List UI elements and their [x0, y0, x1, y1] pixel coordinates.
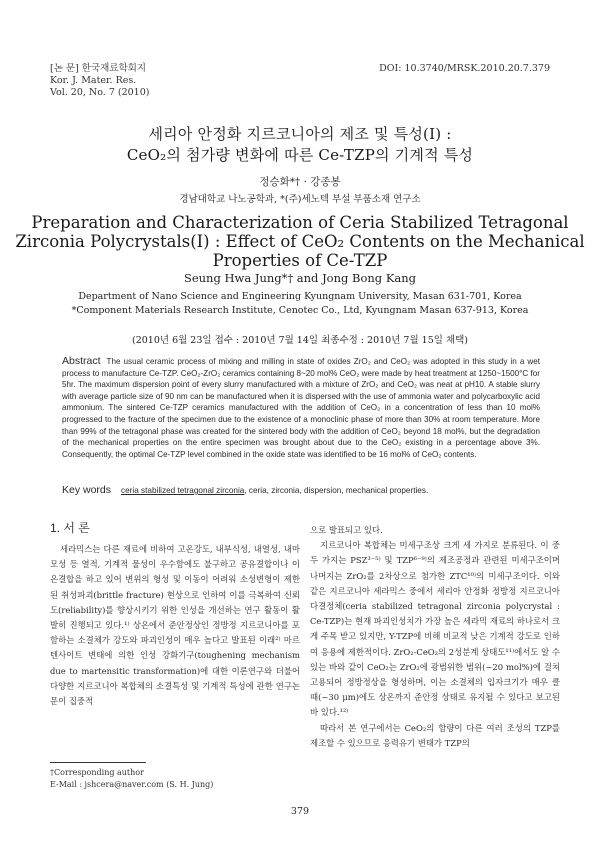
- english-affiliation-2: *Component Materials Research Institute, Cenotec Co., Ltd, Kyungnam Masan 637-913, Korea: [71, 305, 529, 316]
- paragraph: 세라믹스는 다른 재료에 비하여 고온강도, 내부식성, 내열성, 내마모성 등 열적, 기계적 물성이 우수함에도 불구하고 공유결합이나 이온결합을 하고 있어 변위의 형성 및 이동이 어려워 소성변형이 제한된 취성파괴(brittle fracture) 현상으로 인하여 이를 극복하여 신뢰도(reliability)를 향상시키기 위한 인성을 개선하는 연구 활동이 활발히 진행되고 있다.¹⁾ 상온에서 준안정상인 정방정 지르코니아를 포함하는 소결체가 강도와 파괴인성이 매우 높다고 발표된 이래²⁾ 마르텐사이트 변태에 의한 인성 강화기구(toughening mechanism due to martensitic transformation)에 대한 이론연구와 더불어 다양한 지르코니아 복합체의 소결특성 및 기계적 특성에 관한 연구논문이 집중적: [50, 544, 300, 707]
- abstract-label: Abstract: [62, 355, 101, 367]
- corresponding-author-note: †Corresponding author: [50, 768, 144, 777]
- corresponding-author-email: E-Mail : jshcera@naver.com (S. H. Jung): [50, 779, 214, 789]
- journal-header: [50, 63, 149, 99]
- journal-name-en: Kor. J. Mater. Res.: [50, 75, 137, 86]
- korean-title-line-1: 세리아 안정화 지르코니아의 제조 및 특성(I) :: [148, 125, 452, 143]
- english-title-line-2: Zirconia Polycrystals(I) : Effect of CeO₂ Contents on the Mechanical: [15, 232, 585, 251]
- english-title-line-3: Properties of Ce-TZP: [212, 251, 388, 270]
- korean-affiliation: 경남대학교 나노공학과, *(주)세노텍 부설 부품소재 연구소: [179, 194, 421, 205]
- doi: DOI: 10.3740/MRSK.2010.20.7.379: [379, 63, 550, 74]
- english-authors: Seung Hwa Jung*† and Jong Bong Kang: [183, 271, 417, 285]
- english-title-line-1: Preparation and Characterization of Ceria Stabilized Tetragonal: [31, 213, 569, 232]
- korean-authors: 정승화*† · 강종봉: [259, 176, 341, 188]
- keywords: [62, 484, 428, 496]
- korean-title-line-2: CeO₂의 첨가량 변화에 따른 Ce-TZP의 기계적 특성: [126, 146, 474, 164]
- journal-name-ko: [논 문] 한국재료학회지: [50, 63, 147, 74]
- paragraph: 따라서 본 연구에서는 CeO₂의 함량이 다른 여러 조성의 TZP를 제조할 수 있으므로 응력유기 변태가 TZP의: [310, 722, 560, 748]
- keyword-primary: ceria stabilized tetragonal zirconia: [121, 486, 245, 495]
- received-dates: (2010년 6월 23일 접수 : 2010년 7월 14일 최종수정 : 2010년 7월 15일 채택): [131, 335, 468, 346]
- section-title-introduction: 1. 서 론: [50, 521, 90, 535]
- journal-volume: Vol. 20, No. 7 (2010): [50, 87, 150, 98]
- keywords-label: Key words: [62, 484, 112, 496]
- keywords-rest: , ceria, zirconia, dispersion, mechanical properties.: [244, 486, 429, 495]
- body-column-left: [50, 518, 300, 709]
- footnote-divider: [50, 762, 146, 763]
- body-column-right: [310, 523, 560, 751]
- abstract: [62, 356, 540, 460]
- abstract-text: The usual ceramic process of mixing and milling in state of oxides ZrO₂ and CeO₂ was adopted in this study in a wet process to manufacture Ce-TZP. CeO₂-ZrO₂ ceramics containing 8~20 mol% CeO₂ were made by heat treatment at 1250~1500°C for 5hr. The maximum dispersion point of every slurry manufactured with a mixture of ZrO₂ and CeO₂ was neat at pH10. A stable slurry with average particle size of 90 nm can be manufactured when it is dispersed with the use of ammonia water and polycarboxylic acid ammonium. The sintered Ce-TZP ceramics manufactured with the addition of CeO₂ in a concentration of less than 10 mol% progressed to the fracture of the specimen due to the existence of a monoclinic phase of more than 30% at room temperature. More than 99% of the tetragonal phase was created for the sintered body with the addition of CeO₂ beyond 18 mol%, but the degradation of the mechanical properties on the entire specimen was brought about due to the CeO₂ existing in a percentage above 3%. Consequently, the optimal Ce-TZP level combined in the oxide state was identified to be 16 mol% of CeO₂ contents.: [62, 357, 540, 459]
- paragraph: 지르코니아 복합체는 미세구조상 크게 세 가지로 분류된다. 이 중 두 가지는 PSZ³⁻⁵⁾ 및 TZP⁶⁻⁹⁾의 제조공정과 관련된 미세구조이며 나머지는 ZrO₂를 2차상으로 첨가한 ZTC¹⁰⁾의 미세구조이다. 이와 같은 지르코니아 세라믹스 중에서 세리아 안정화 정방정 지르코니아 다결정체(ceria stabilized tetragonal zirconia polycrystal : Ce-TZP)는 현재 파괴인성치가 가장 높은 세라믹 재료의 하나로서 크게 주목 받고 있지만, Y-TZP에 비해 비교적 낮은 기계적 강도로 인하여 응용에 제한적이다. ZrO₂-CeO₂의 2성분계 상태도¹¹⁾에서도 알 수 있는 바와 같이 CeO₂는 ZrO₂에 광범위한 범위(~20 mol%)에 걸쳐 고용되어 정방정상을 형성하며, 이는 소결체의 입자크기가 매우 클 때(~30 μm)에도 상온까지 준안정 상태로 유지될 수 있다고 보고된 바 있다.¹²⁾: [310, 540, 560, 718]
- page-number: 379: [290, 806, 310, 817]
- english-affiliation-1: Department of Nano Science and Engineering Kyungnam University, Masan 631-701, Korea: [78, 291, 522, 302]
- paragraph: 으로 발표되고 있다.: [310, 525, 383, 535]
- footnote: [50, 767, 213, 790]
